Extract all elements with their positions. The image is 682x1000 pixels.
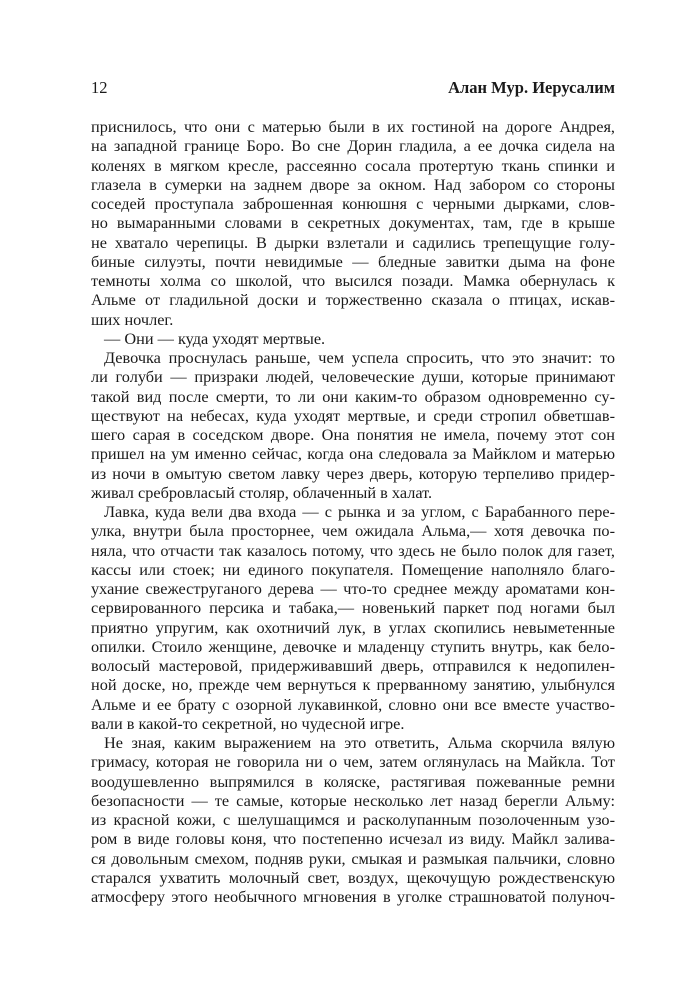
text-line: коленях в мягком кресле, рассеянно сосала протертую ткань спинки и [91, 155, 615, 175]
paragraph [91, 329, 615, 348]
text-line: атмосферу этого необычного мгновения в уголке страшноватой полуноч- [91, 887, 615, 906]
text-line: темноты холма со школой, что высился позади. Мамка обернулась к [91, 271, 615, 290]
text-line: живал сребровласый столяр, облаченный в халат. [91, 482, 433, 502]
text-line: но вымаранными словами в секретных документах, там, где в крыше [91, 213, 615, 233]
text-line: Альме и ее брату с озорной лукавинкой, словно они все вместе участво- [91, 694, 615, 714]
text-line: — Они — куда уходят мертвые. [104, 328, 326, 348]
text-line: безопасности — те самые, которые несколько лет назад берегли Альму: [91, 790, 615, 810]
text-line: глазела в сумерки на заднем дворе за окном. Над забором со стороны [91, 174, 615, 194]
paragraph [91, 733, 615, 906]
text-line: Альме от гладильной доски и торжественно сказала о птицах, искав- [91, 290, 615, 310]
text-line: няла, что отчасти так казалось потому, что здесь не было полок для газет, [91, 540, 615, 560]
page-number: 12 [91, 78, 108, 97]
text-line: Не зная, каким выражением на это ответить, Альма скорчила вялую [104, 733, 615, 752]
paragraph [91, 502, 615, 733]
text-line: опилки. Стоило женщине, девочке и младенцу ступить внутрь, как бело- [91, 636, 615, 656]
text-line: ществуют на небесах, куда уходят мертвые, и среди стропил обветшав- [91, 405, 615, 425]
text-line: волосый мастеровой, придерживавший дверь, отправился к недопилен- [91, 656, 615, 675]
text-line: ся довольным смехом, подняв руки, смыкая и размыкая пальчики, словно [91, 848, 615, 868]
paragraph [91, 348, 615, 502]
text-line: соседей проступала заброшенная конюшня с черными дырками, слов- [91, 194, 615, 213]
running-title: Алан Мур. Иерусалим [448, 78, 615, 97]
text-line: ной доске, но, прежде чем вернуться к прерванному занятию, улыбнулся [91, 675, 615, 695]
text-line: такой вид после смерти, то ли они каким-то образом одновременно су- [91, 386, 615, 406]
paragraph [91, 117, 615, 329]
text-line: воодушевленно выпрямился в коляске, растягивая пожеванные ремни [91, 771, 615, 791]
text-line: Девочка проснулась раньше, чем успела спросить, что это значит: то [104, 348, 615, 367]
text-line: приятно упругим, как охотничий лук, в углах скопились невыметенные [91, 617, 615, 637]
text-line: ухание свежеструганого дерева — что-то среднее между ароматами кон- [91, 579, 615, 598]
text-line: приснилось, что они с матерью были в их гостиной на дороге Андрея, [91, 117, 615, 136]
text-line: биные силуэты, почти невидимые — бледные завитки дыма на фоне [91, 251, 615, 271]
text-line: на западной границе Боро. Во сне Дорин гладила, а ее дочка сидела на [91, 136, 615, 156]
page-body-text [91, 117, 615, 906]
text-line: Лавка, куда вели два входа — с рынка и за углом, с Барабанного пере- [104, 502, 615, 521]
text-line: старался ухватить молочный свет, воздух, щекочущую рождественскую [91, 867, 615, 887]
text-line: из ночи в омытую светом лавку через дверь, которую терпеливо придер- [91, 463, 615, 483]
text-line: улка, внутри была просторнее, чем ожидала Альма,— хотя девочка по- [91, 521, 615, 541]
text-line: ли голуби — призраки людей, человеческие души, которые принимают [91, 367, 615, 387]
text-line: сервированного персика и табака,— новенький паркет под ногами был [91, 598, 615, 618]
text-line: кассы или стоек; ни единого покупателя. Помещение наполняло благо- [91, 559, 615, 579]
text-line: шего сарая в соседском дворе. Она понятия не имела, почему этот сон [91, 425, 615, 444]
text-line: ром в виде головы коня, что постепенно исчезал из виду. Майкл залива- [91, 829, 615, 849]
running-header [91, 78, 615, 98]
text-line: из красной кожи, с шелушащимся и расколупанным позолоченным узо- [91, 810, 615, 829]
text-line: ших ночлег. [91, 309, 174, 329]
text-line: вали в какой-то секретной, но чудесной игре. [91, 713, 405, 733]
text-line: пришел на ум именно сейчас, когда она следовала за Майклом и матерью [91, 444, 615, 464]
text-line: не хватало черепицы. В дырки взлетали и садились трепещущие голу- [91, 232, 615, 252]
text-line: гримасу, которая не говорила ни о чем, затем оглянулась на Майкла. Тот [91, 752, 615, 772]
